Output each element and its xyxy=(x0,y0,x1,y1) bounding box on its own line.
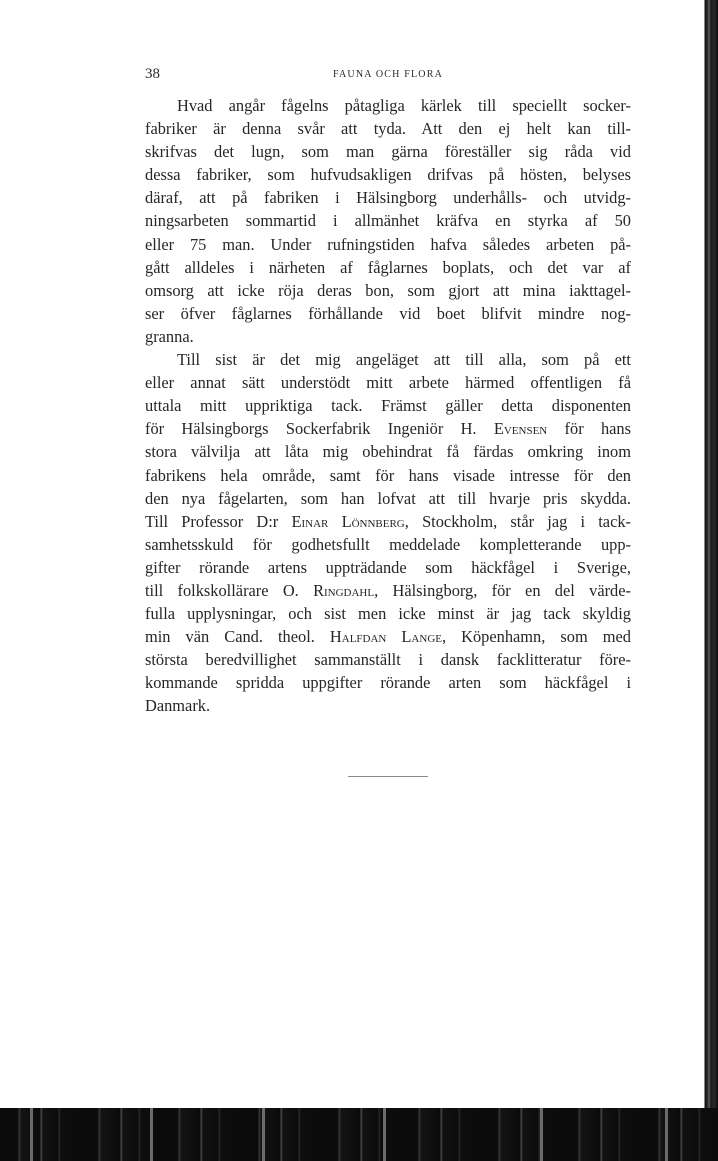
text-line: däraf, att på fabriken i Hälsingborg underhålls- och utvidg- xyxy=(145,188,631,208)
text-line xyxy=(145,579,631,602)
text-line: Till sist är det mig angeläget att till alla, som på ett xyxy=(177,350,631,370)
paragraph-1 xyxy=(145,94,631,348)
text-line: eller 75 man. Under rufningstiden hafva således arbeten på- xyxy=(145,234,631,254)
scan-right-edge xyxy=(702,0,718,1161)
scan-streak xyxy=(262,1108,265,1161)
text-line xyxy=(145,625,631,648)
text-line: Danmark. xyxy=(145,696,211,716)
text-fragment: , Köpenhamn, som med xyxy=(441,627,631,647)
text-line: största beredvillighet sammanställt i dansk facklitteratur före- xyxy=(145,650,631,670)
text-line: dessa fabriker, som hufvudsakligen drifvas på hösten, belyses xyxy=(145,165,631,185)
scan-streak xyxy=(30,1108,33,1161)
scan-streak xyxy=(150,1108,153,1161)
text-fragment: Till Professor D:r xyxy=(145,511,292,531)
text-line: kommande spridda uppgifter rörande arten som häckfågel i xyxy=(145,673,631,693)
text-line: stora välvilja att låta mig obehindrat få färdas omkring inom xyxy=(145,442,631,462)
text-line: granna. xyxy=(145,326,194,346)
scan-streak xyxy=(383,1108,386,1161)
text-fragment: , Hälsingborg, för en del värde- xyxy=(374,580,631,600)
page-header xyxy=(145,66,631,86)
section-end-rule xyxy=(348,776,428,777)
text-line: den nya fågelarten, som han lofvat att till hvarje pris skydda. xyxy=(145,488,631,508)
person-name: Halfdan Lange xyxy=(329,627,442,647)
text-line xyxy=(145,417,631,440)
scan-streak xyxy=(540,1108,543,1161)
text-line: eller annat sätt understödt mitt arbete härmed offentligen få xyxy=(145,373,631,393)
text-fragment: för hans xyxy=(547,419,632,439)
body-text xyxy=(145,94,631,718)
text-line: skrifvas det lugn, som man gärna föreställer sig råda vid xyxy=(145,142,631,162)
text-line: fabriker är denna svår att tyda. Att den ej helt kan till- xyxy=(145,119,631,139)
page-number: 38 xyxy=(145,66,160,82)
text-line: Hvad angår fågelns påtagliga kärlek till speciellt socker- xyxy=(177,96,631,115)
person-name: Ringdahl xyxy=(313,580,375,600)
text-line: ningsarbeten sommartid i allmänhet kräfva en styrka af 50 xyxy=(145,211,631,231)
text-fragment: till folkskollärare O. xyxy=(145,580,314,600)
text-line: uttala mitt uppriktiga tack. Främst gäller detta disponenten xyxy=(145,396,631,416)
running-head: FAUNA OCH FLORA xyxy=(332,69,444,80)
scan-bottom-strip xyxy=(0,1108,718,1161)
text-fragment: min vän Cand. theol. xyxy=(145,627,330,647)
text-line: fulla upplysningar, och sist men icke minst är jag tack skyldig xyxy=(145,604,631,624)
scan-streak xyxy=(665,1108,668,1161)
paragraph-2 xyxy=(145,348,631,718)
text-line xyxy=(145,510,631,533)
text-fragment: , Stockholm, står jag i tack- xyxy=(404,511,631,531)
person-name: Einar Lönnberg xyxy=(291,511,405,531)
text-line: omsorg att icke röja deras bon, som gjort att mina iakttagel- xyxy=(145,280,631,300)
text-line: gått alldeles i närheten af fåglarnes boplats, och det var af xyxy=(145,257,631,277)
text-fragment: för Hälsingborgs Sockerfabrik Ingeniör H. xyxy=(145,419,494,439)
text-line: fabrikens hela område, samt för hans visade intresse för den xyxy=(145,465,631,485)
text-line: samhetsskuld för godhetsfullt meddelade kompletterande upp- xyxy=(145,534,631,554)
person-name: Evensen xyxy=(493,419,548,439)
text-line: ser öfver fåglarnes förhållande vid boet blifvit mindre nog- xyxy=(145,303,631,323)
text-line: gifter rörande artens uppträdande som häckfågel i Sverige, xyxy=(145,557,631,577)
